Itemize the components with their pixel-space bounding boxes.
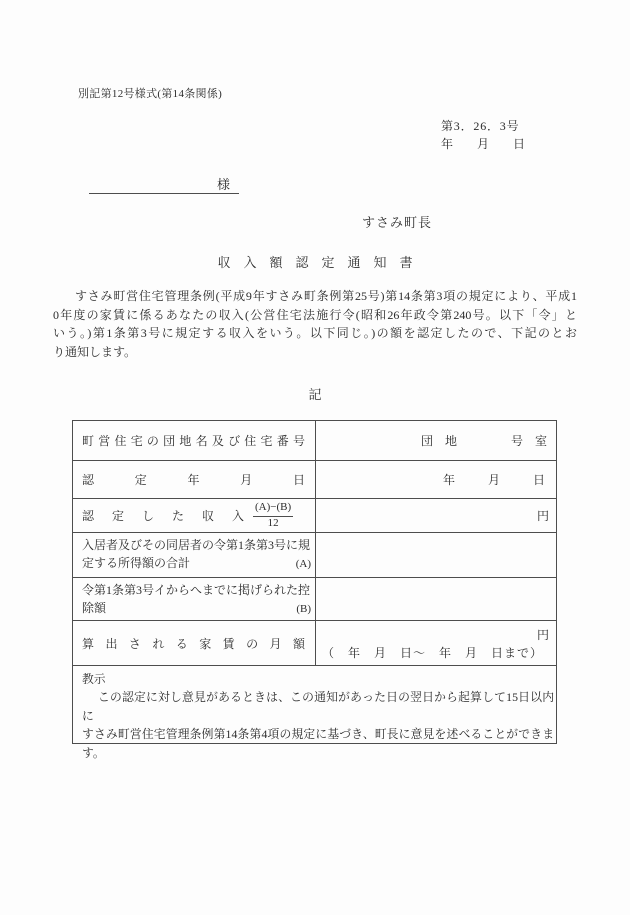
fraction-denominator: 12 (267, 516, 279, 529)
body-line: り通知します。 (53, 345, 137, 360)
income-sum-line2: 定する所得額の合計 (82, 556, 191, 570)
certified-income-label: 認 定 し た 収 入 (82, 509, 244, 523)
certification-date-label-cell (73, 460, 316, 498)
housing-label: 町 営 住 宅 の 団 地 名 及 び 住 宅 番 号 (82, 434, 305, 448)
document-date: 年 月 日 (441, 137, 526, 151)
addressee-suffix: 様 (216, 177, 230, 192)
certification-date-label: 認 定 年 月 日 (82, 473, 305, 487)
body-line: いう。)第1条第3号に規定する収入をいう。以下同じ。)の額を認定したので、下記のとお (53, 326, 577, 341)
certified-income-value-cell (316, 498, 556, 532)
monthly-rent-value-cell (316, 620, 556, 665)
income-fraction (253, 501, 293, 529)
notice-line: この認定に対し意見があるときは、この通知があった日の翌日から起算して15日以内に (82, 690, 554, 723)
certification-date-value-cell (316, 460, 556, 498)
record-heading: 記 (308, 387, 322, 402)
marker-a: (A) (295, 558, 311, 570)
income-sum-label-cell (73, 532, 316, 577)
notice-heading: 教示 (82, 672, 106, 686)
notice-cell (73, 665, 556, 760)
deduction-value-cell (316, 577, 556, 620)
fraction-numerator: (A)−(B) (253, 501, 293, 516)
housing-label-cell (73, 421, 316, 460)
marker-b: (B) (296, 603, 311, 615)
body-line: すさみ町営住宅管理条例(平成9年すさみ町条例第25号)第14条第3項の規定により、平成1 (75, 289, 577, 303)
record-table (72, 420, 557, 760)
body-line: 0年度の家賃に係るあなたの収入(公営住宅法施行令(昭和26年政令第240号。以下「令」と (53, 307, 577, 322)
certified-income-label-cell (73, 498, 316, 532)
document-title: 収 入 額 認 定 通 知 書 (217, 255, 413, 270)
housing-value-cell (316, 421, 556, 460)
deduction-line1: 令第1条第3号イからへまでに掲げられた控 (82, 583, 311, 597)
income-sum-value-cell (316, 532, 556, 577)
certification-date-value: 年 月 日 (442, 473, 548, 487)
addressee-line (89, 177, 239, 194)
form-number: 別記第12号様式(第14条関係) (78, 88, 223, 100)
notice-line: すさみ町営住宅管理条例第14条第4項の規定に基づき、町長に意見を述べることができま (82, 727, 554, 742)
body-paragraph (53, 287, 577, 362)
yen-unit-label: 円 (536, 627, 549, 642)
rent-period: （ 年 月 日～ 年 月 日まで） (322, 645, 544, 660)
notice-line: す。 (82, 745, 105, 760)
yen-unit-label: 円 (536, 509, 549, 523)
document-number: 第3．26．3号 (441, 119, 520, 133)
monthly-rent-label: 算 出 さ れ る 家 賃 の 月 額 (82, 636, 305, 651)
deduction-line2: 除額 (82, 601, 107, 615)
housing-danchi-label: 団 地 (421, 434, 458, 448)
income-sum-line1: 入居者及びその同居者の令第1条第3号に規 (82, 538, 311, 552)
sender-name: すさみ町長 (362, 215, 433, 230)
deduction-label-cell (73, 577, 316, 620)
housing-room-label: 号 室 (510, 434, 547, 448)
monthly-rent-label-cell (73, 620, 316, 665)
